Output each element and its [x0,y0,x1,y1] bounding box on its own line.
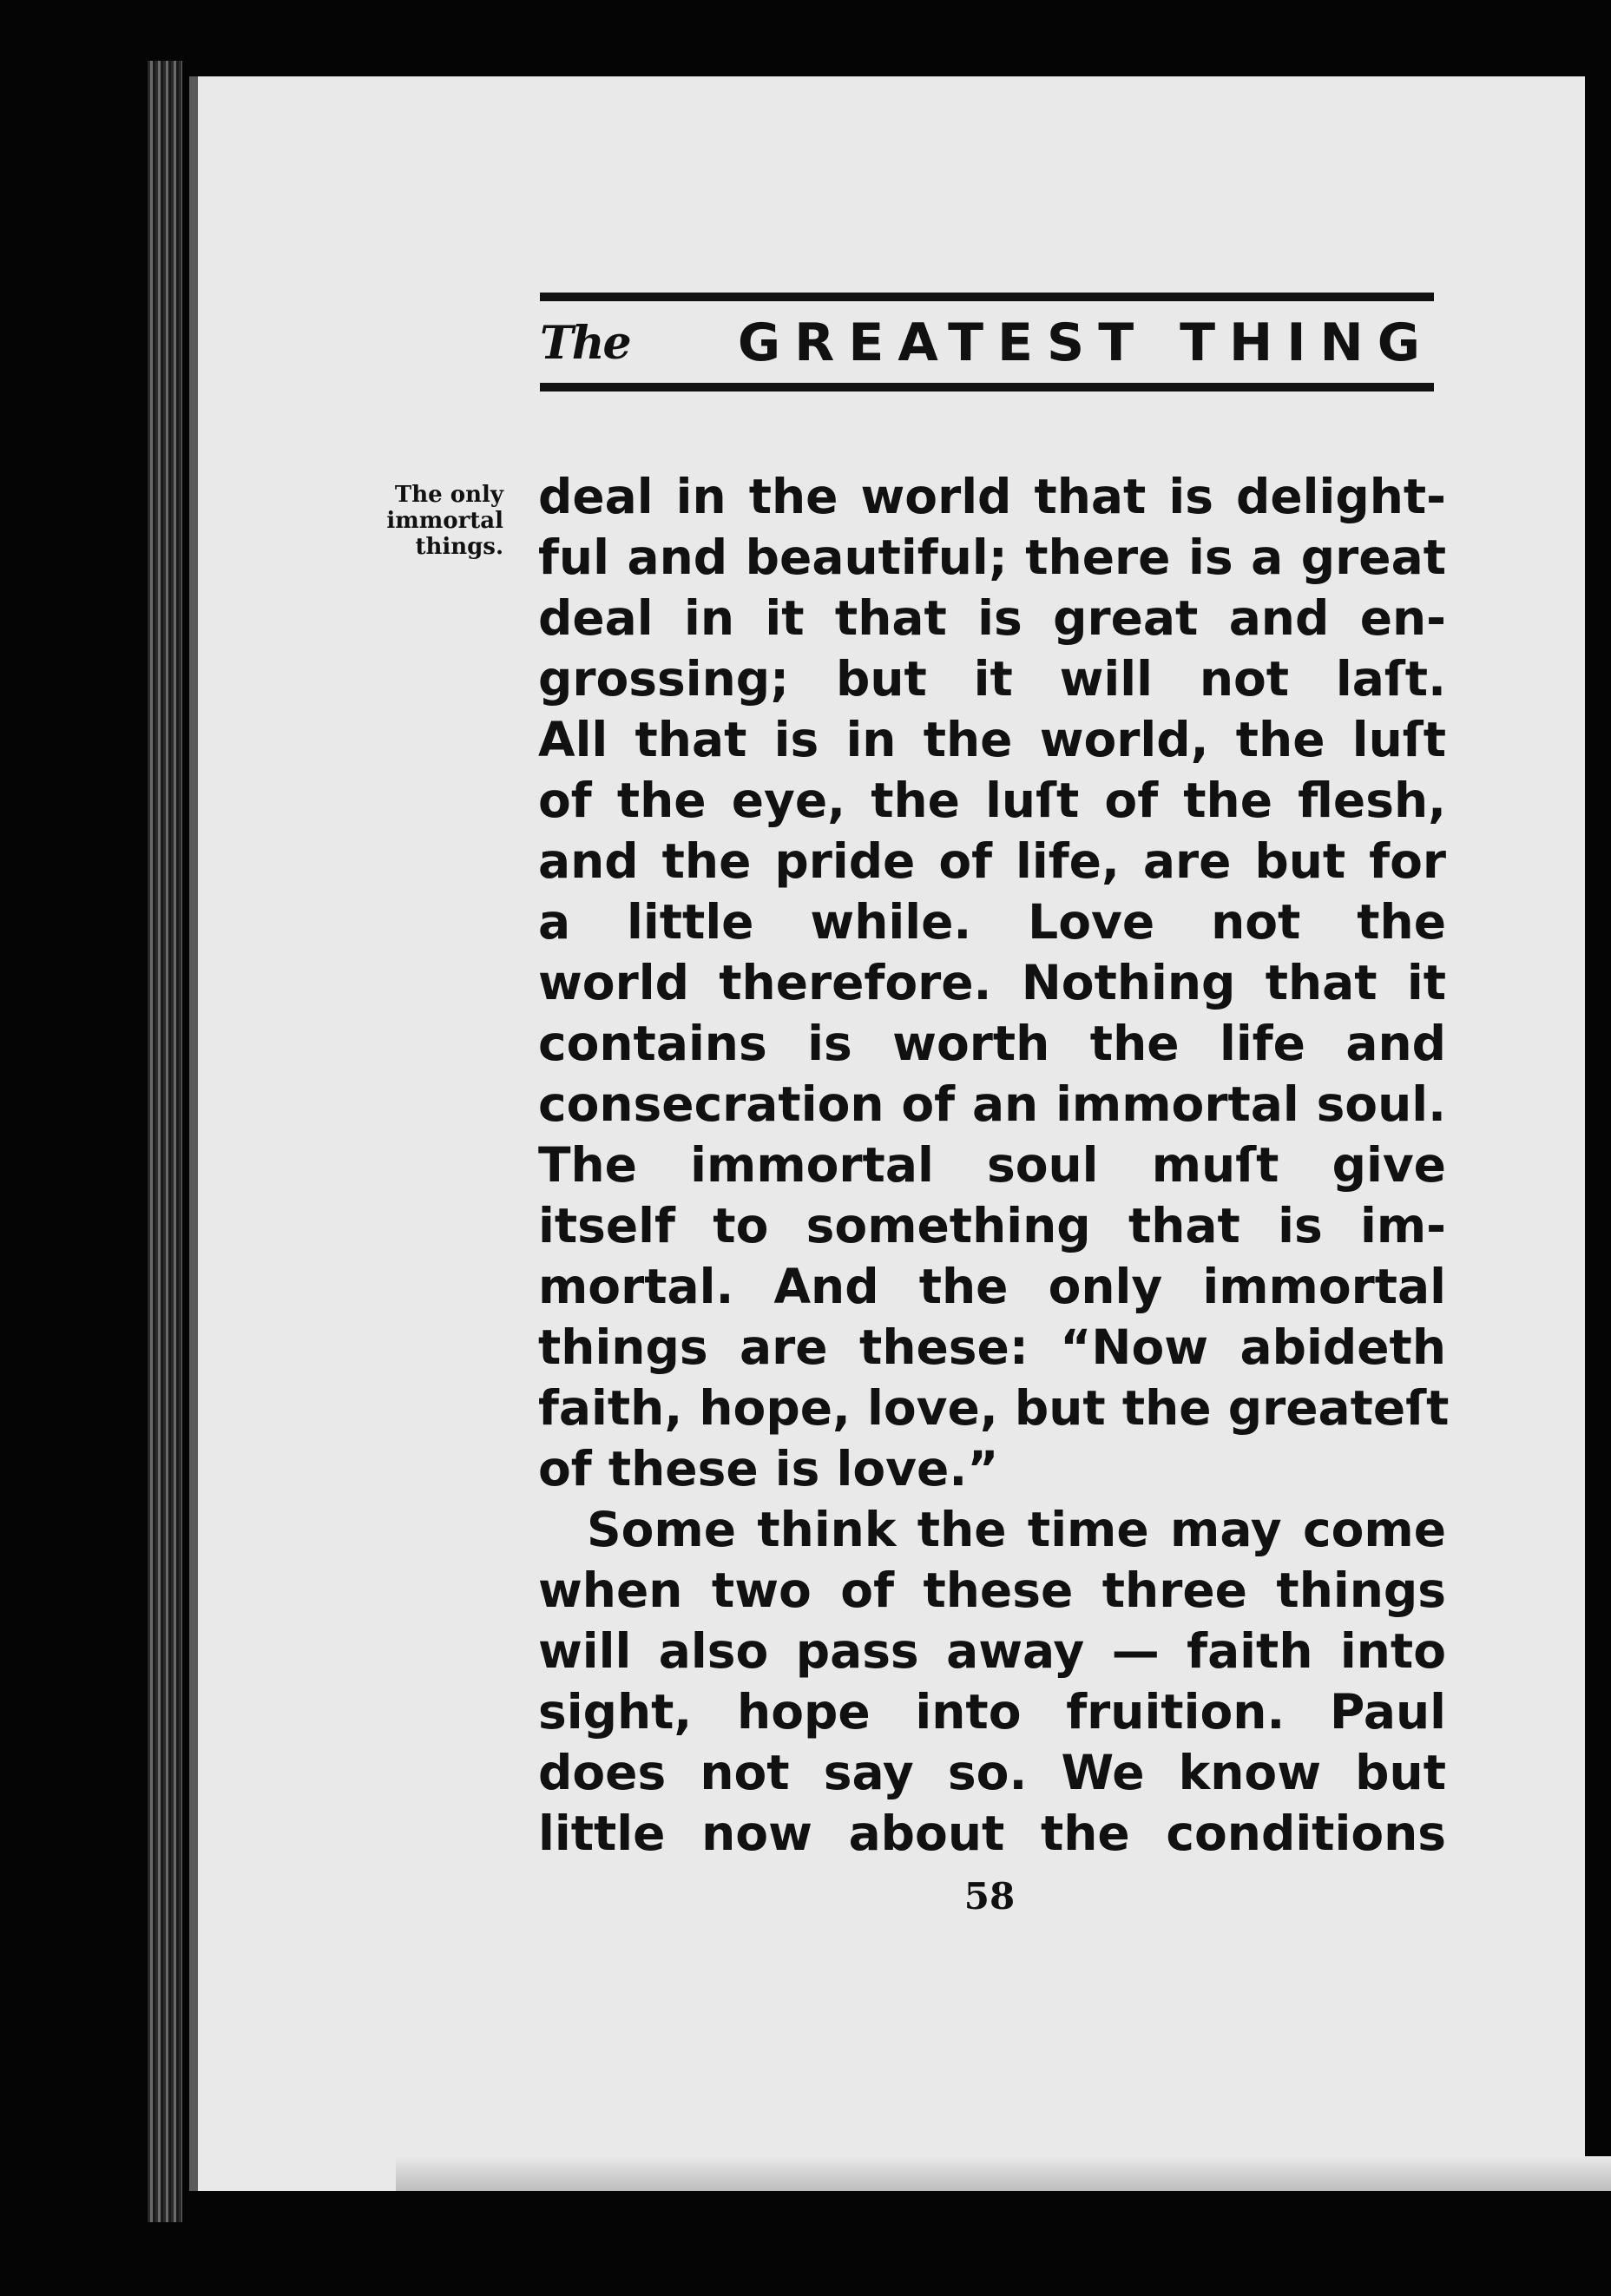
text-line: will also pass away — faith into [538,1623,1446,1679]
text-line: faith, hope, love, but the greateſt [538,1380,1450,1436]
text-line: Some think the time may come [587,1502,1446,1557]
book-edge [148,61,182,2222]
text-line: All that is in the world, the luſt [538,712,1446,767]
text-line: The immortal soul muſt give [538,1137,1446,1193]
text-line: does not say so. We know but [538,1745,1446,1800]
text-line: things are these: “Now abideth [538,1319,1446,1375]
text-line: deal in the world that is delight- [538,469,1446,524]
text-line: itself to something that is im- [538,1198,1446,1253]
margin-note-line: immortal [386,508,503,534]
text-line: consecration of an immortal soul. [538,1076,1446,1132]
running-header [540,293,1434,391]
text-line: mortal. And the only immortal [538,1259,1446,1314]
header-the: The [540,316,630,370]
margin-note-line: The only [394,482,503,508]
text-line: ful and beautiful; there is a great [538,530,1446,585]
margin-note-line: things. [415,534,503,560]
page-shadow [396,2156,1611,2191]
margin-note [340,482,503,560]
text-line: deal in it that is great and en- [538,590,1446,646]
header-rule-bottom [540,383,1434,391]
header-title-row [540,312,1434,374]
page-number: 58 [963,1875,1016,1918]
text-line: contains is worth the life and [538,1016,1446,1071]
text-line: little now about the conditions [538,1806,1446,1861]
text-line: world therefore. Nothing that it [538,955,1446,1010]
text-line: and the pride of life, are but for [538,833,1446,889]
text-line: grossing; but it will not laſt. [538,651,1446,707]
header-rule-top [540,293,1434,301]
header-title: GREATEST THING [737,312,1434,373]
text-line: of these is love.” [538,1441,999,1497]
text-line: of the eye, the luſt of the flesh, [538,773,1446,828]
text-line: sight, hope into fruition. Paul [538,1684,1446,1740]
text-line: a little while. Love not the [538,894,1446,950]
text-line: when two of these three things [538,1562,1446,1618]
body-text [538,466,1450,1864]
